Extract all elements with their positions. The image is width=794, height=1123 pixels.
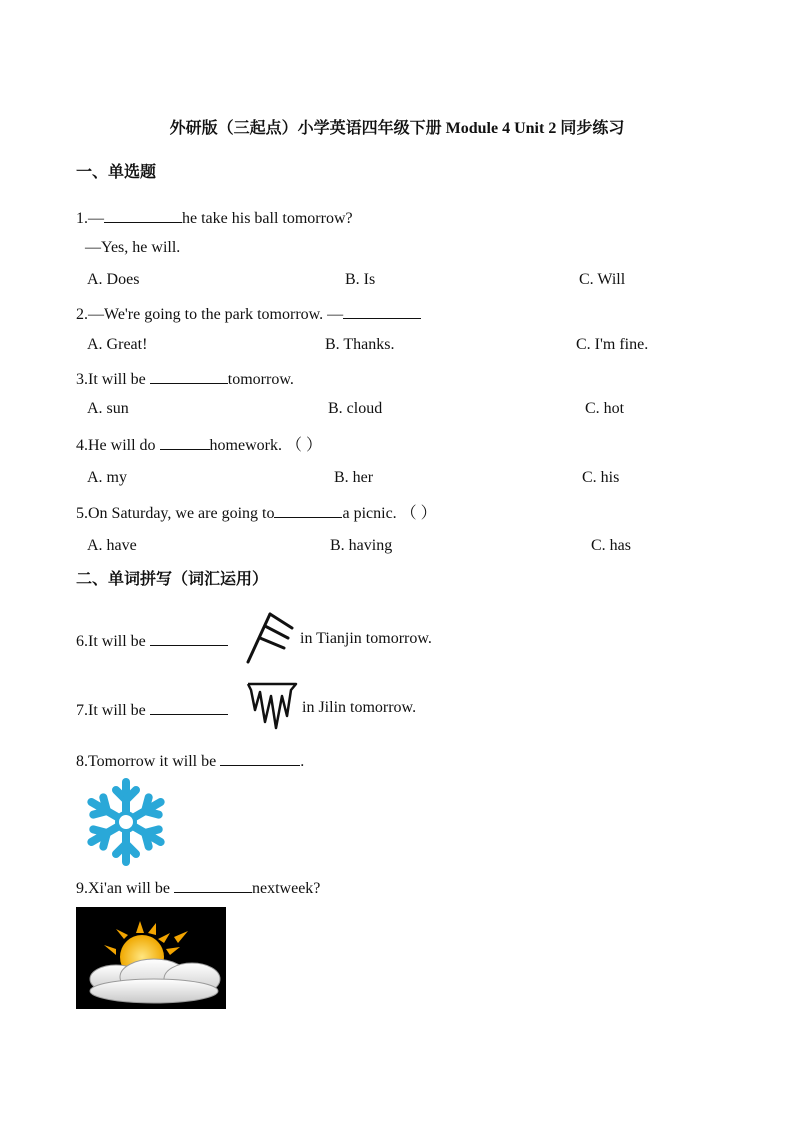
question-text: nextweek? <box>251 880 321 897</box>
option-b[interactable]: B. her <box>334 469 374 486</box>
option-a[interactable]: A. sun <box>87 400 129 417</box>
question-4 <box>76 433 322 456</box>
answer-blank[interactable] <box>160 433 210 450</box>
answer-blank[interactable] <box>343 302 421 319</box>
option-c[interactable]: C. his <box>582 469 620 486</box>
option-b[interactable]: B. having <box>330 537 393 554</box>
question-text: 9.Xi'an will be <box>76 880 174 897</box>
option-b[interactable]: B. Thanks. <box>325 336 395 353</box>
option-a[interactable]: A. Does <box>87 271 140 288</box>
question-text: 2.—We're going to the park tomorrow. — <box>76 306 344 323</box>
question-text: tomorrow. <box>227 371 294 388</box>
question-5 <box>76 501 437 524</box>
question-2 <box>76 302 421 325</box>
option-b[interactable]: B. Is <box>345 271 376 288</box>
answer-blank[interactable] <box>220 749 300 766</box>
option-b[interactable]: B. cloud <box>328 400 383 417</box>
answer-blank[interactable] <box>150 367 228 384</box>
page-title: 外研版（三起点）小学英语四年级下册 Module 4 Unit 2 同步练习 <box>169 120 625 137</box>
section-heading-spelling: 二、单词拼写（词汇运用） <box>76 571 269 588</box>
question-text: 4.He will do <box>76 437 160 454</box>
question-7-tail: in Jilin tomorrow. <box>302 699 417 716</box>
question-text: 3.It will be <box>76 371 150 388</box>
question-text: 1.— <box>76 210 104 227</box>
question-text: . <box>300 753 305 770</box>
question-text: 7.It will be <box>76 702 150 719</box>
sun-cloud-icon <box>76 907 226 1009</box>
section-heading-single-choice: 一、单选题 <box>76 164 157 181</box>
question-text: 6.It will be <box>76 633 150 650</box>
snowflake-icon <box>76 777 176 867</box>
question-text: he take his ball tomorrow? <box>182 210 353 227</box>
question-1-reply: —Yes, he will. <box>85 239 181 256</box>
windy-icon <box>244 610 296 664</box>
answer-blank[interactable] <box>104 206 182 223</box>
option-a[interactable]: A. Great! <box>87 336 148 353</box>
question-6-tail: in Tianjin tomorrow. <box>300 630 432 647</box>
option-c[interactable]: C. has <box>591 537 631 554</box>
option-c[interactable]: C. I'm fine. <box>576 336 649 353</box>
question-6 <box>76 629 228 652</box>
question-text: homework. （ ） <box>209 437 322 454</box>
option-c[interactable]: C. hot <box>585 400 625 417</box>
cold-icicle-icon <box>245 680 299 734</box>
question-3 <box>76 367 294 390</box>
question-9 <box>76 876 320 899</box>
answer-blank[interactable] <box>274 501 342 518</box>
question-text: a picnic. （ ） <box>342 505 437 522</box>
question-text: 8.Tomorrow it will be <box>76 753 221 770</box>
option-c[interactable]: C. Will <box>579 271 626 288</box>
question-1 <box>76 206 353 229</box>
option-a[interactable]: A. my <box>87 469 127 486</box>
question-8 <box>76 749 304 772</box>
question-text: 5.On Saturday, we are going to <box>76 505 275 522</box>
answer-blank[interactable] <box>174 876 252 893</box>
question-7 <box>76 698 228 721</box>
answer-blank[interactable] <box>150 629 228 646</box>
answer-blank[interactable] <box>150 698 228 715</box>
option-a[interactable]: A. have <box>87 537 137 554</box>
